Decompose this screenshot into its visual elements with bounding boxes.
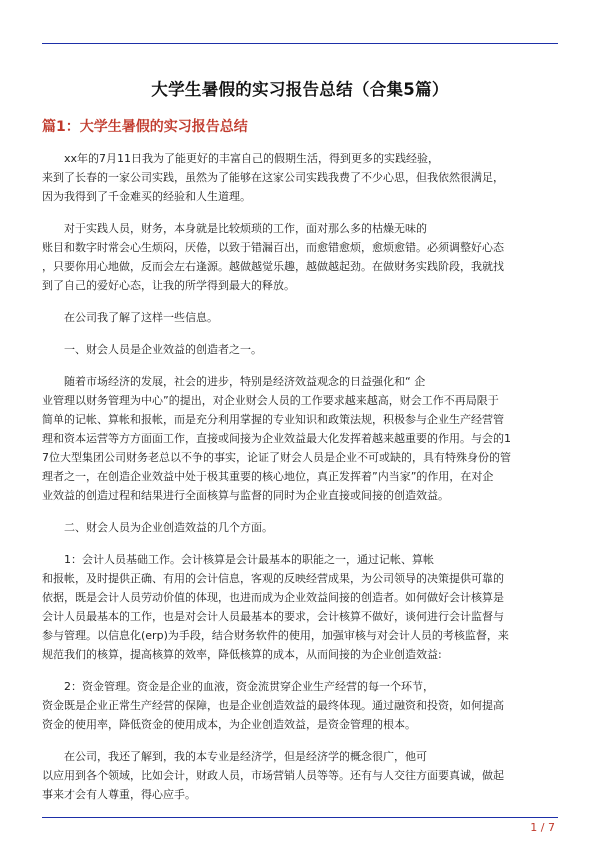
paragraph [42, 372, 560, 505]
paragraph-line: 资金的使用率，降低资金的使用成本，为企业创造效益，是资金管理的根本。 [42, 718, 416, 731]
paragraph-line: 一、财会人员是企业效益的创造者之一。 [64, 343, 262, 356]
paragraph [42, 308, 560, 327]
paragraph-line: 业管理以财务管理为中心”的提出，对企业财会人员的工作要求越来越高，财会工作不再局限于 [42, 394, 499, 407]
paragraph-line: 理和资本运营等方方面面工作，直接或间接为企业效益最大化发挥着越来越重要的作用。与会的1 [42, 432, 511, 445]
document-title: 大学生暑假的实习报告总结（合集5篇） [151, 80, 449, 99]
header-rule [42, 43, 558, 44]
paragraph-line: 规范我们的核算，提高核算的效率，降低核算的成本，从而间接的为企业创造效益: [42, 648, 442, 661]
paragraph-line: 事来才会有人尊重，得心应手。 [42, 788, 196, 801]
paragraph-line: ，只要你用心地做，反而会左右逢源。越做越觉乐趣，越做越起劲。在做财务实践阶段，我就找 [42, 260, 504, 273]
paragraph [42, 149, 560, 206]
paragraph [42, 550, 560, 664]
paragraph-line: 对于实践人员，财务，本身就是比较烦琐的工作，面对那么多的枯燥无味的 [64, 222, 427, 235]
page-number: 1 / 7 [530, 821, 555, 834]
paragraph [42, 747, 560, 804]
footer-rule [42, 817, 558, 818]
paragraph-line: 因为我得到了千金难买的经验和人生道理。 [42, 190, 251, 203]
paragraph [42, 677, 560, 734]
paragraph-line: 1：会计人员基础工作。会计核算是会计最基本的职能之一，通过记帐、算帐 [64, 553, 434, 566]
paragraph-line: 在公司，我还了解到，我的本专业是经济学，但是经济学的概念很广，他可 [64, 750, 427, 763]
paragraph-line: 业效益的创造过程和结果进行全面核算与监督的同时为企业直接或间接的创造效益。 [42, 489, 449, 502]
paragraph-line: xx年的7月11日我为了能更好的丰富自己的假期生活，得到更多的实践经验， [64, 152, 440, 165]
paragraph-line: 参与管理。以信息化(erp)为手段，结合财务软件的使用，加强审核与对会计人员的考核监督，来 [42, 629, 509, 642]
paragraph-line: 在公司我了解了这样一些信息。 [64, 311, 218, 324]
document-body [42, 149, 560, 817]
paragraph-line: 随着市场经济的发展，社会的进步，特别是经济效益观念的日益强化和“ 企 [64, 375, 426, 388]
paragraph-line: 7位大型集团公司财务老总以不争的事实，论证了财会人员是企业不可或缺的，具有特殊身份的管 [42, 451, 511, 464]
paragraph-line: 账目和数字时常会心生烦闷，厌倦，以致于错漏百出，而愈错愈烦，愈烦愈错。必须调整好心态 [42, 241, 504, 254]
paragraph-line: 二、财会人员为企业创造效益的几个方面。 [64, 521, 273, 534]
paragraph-line: 到了自己的爱好心态，让我的所学得到最大的释放。 [42, 279, 295, 292]
paragraph [42, 219, 560, 295]
paragraph-line: 和报帐，及时提供正确、有用的会计信息，客观的反映经营成果，为公司领导的决策提供可靠的 [42, 572, 504, 585]
paragraph-line: 依据，既是会计人员劳动价值的体现，也进而成为企业效益间接的创造者。如何做好会计核算是 [42, 591, 504, 604]
paragraph-line: 以应用到各个领域，比如会计，财政人员，市场营销人员等等。还有与人交往方面要真诚，做起 [42, 769, 504, 782]
paragraph-line: 资金既是企业正常生产经营的保障，也是企业创造效益的最终体现。通过融资和投资，如何提高 [42, 699, 504, 712]
paragraph-line: 2：资金管理。资金是企业的血液，资金流贯穿企业生产经营的每一个环节， [64, 680, 434, 693]
paragraph-line: 来到了长春的一家公司实践，虽然为了能够在这家公司实践我费了不少心思，但我依然很满足， [42, 171, 504, 184]
section-title: 篇1：大学生暑假的实习报告总结 [42, 119, 248, 135]
paragraph-line: 简单的记帐、算帐和报帐，而是充分利用掌握的专业知识和政策法规，积极参与企业生产经营管 [42, 413, 504, 426]
paragraph [42, 340, 560, 359]
paragraph-line: 会计人员最基本的工作，也是对会计人员最基本的要求，会计核算不做好，谈何进行会计监督与 [42, 610, 504, 623]
paragraph [42, 518, 560, 537]
paragraph-line: 理者之一，在创造企业效益中处于极其重要的核心地位，真正发挥着”内当家”的作用，在对企 [42, 470, 494, 483]
